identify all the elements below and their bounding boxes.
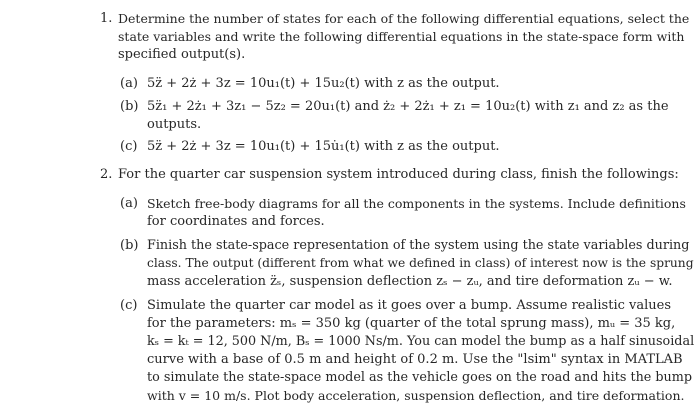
part-text-line: for coordinates and forces. xyxy=(147,214,325,229)
part-text-line: 5z̈ + 2ż + 3z = 10u₁(t) + 15u₂(t) with z as the output. xyxy=(147,76,500,91)
part-label: (b) xyxy=(120,99,139,114)
question-1-text-line: state variables and write the following differential equations in the state-space form with xyxy=(118,29,685,44)
part-text-line: to simulate the state-space model as the vehicle goes on the road and hits the bump xyxy=(147,370,693,385)
part-text-line: curve with a base of 0.5 m and height of 0.2 m. Use the "lsim" syntax in MATLAB xyxy=(147,352,683,367)
part-text-line: Finish the state-space representation of the system using the state variables during xyxy=(147,238,690,253)
question-1-text-line: Determine the number of states for each of the following differential equations, select the xyxy=(118,11,690,26)
part-text-line: class. The output (different from what we defined in class) of interest now is the sprung xyxy=(147,256,694,270)
part-text-line: Sketch free-body diagrams for all the components in the systems. Include definitions xyxy=(147,196,686,211)
part-text-line: kₛ = kₜ = 12, 500 N/m, Bₛ = 1000 Ns/m. You can model the bump as a half sinusoidal xyxy=(147,334,695,349)
part-label: (c) xyxy=(120,298,138,313)
part-label: (c) xyxy=(120,139,138,154)
part-text-line: 5z̈ + 2ż + 3z = 10u₁(t) + 15u̇₁(t) with z as the output. xyxy=(147,139,500,154)
part-text-line: with v = 10 m/s. Plot body acceleration, suspension deflection, and tire deformation. xyxy=(147,388,685,403)
part-label: (b) xyxy=(120,238,139,253)
question-2-number: 2. xyxy=(100,167,113,182)
part-text-line: 5z̈₁ + 2ż₁ + 3z₁ − 5z₂ = 20u₁(t) and ż₂ + 2ż₁ + z₁ = 10u₂(t) with z₁ and z₂ as the xyxy=(147,99,669,114)
question-2-text-line: For the quarter car suspension system introduced during class, finish the followings: xyxy=(118,167,679,182)
question-1-text-line: specified output(s). xyxy=(118,47,246,62)
question-1-number: 1. xyxy=(100,11,113,26)
part-label: (a) xyxy=(120,76,138,91)
part-text-line: outputs. xyxy=(147,117,202,132)
part-text-line: for the parameters: mₛ = 350 kg (quarter of the total sprung mass), mᵤ = 35 kg, xyxy=(147,316,676,331)
part-label: (a) xyxy=(120,196,138,211)
part-text-line: Simulate the quarter car model as it goes over a bump. Assume realistic values xyxy=(147,298,672,313)
part-text-line: mass acceleration z̈ₛ, suspension deflection zₛ − zᵤ, and tire deformation zᵤ − w. xyxy=(147,274,673,289)
